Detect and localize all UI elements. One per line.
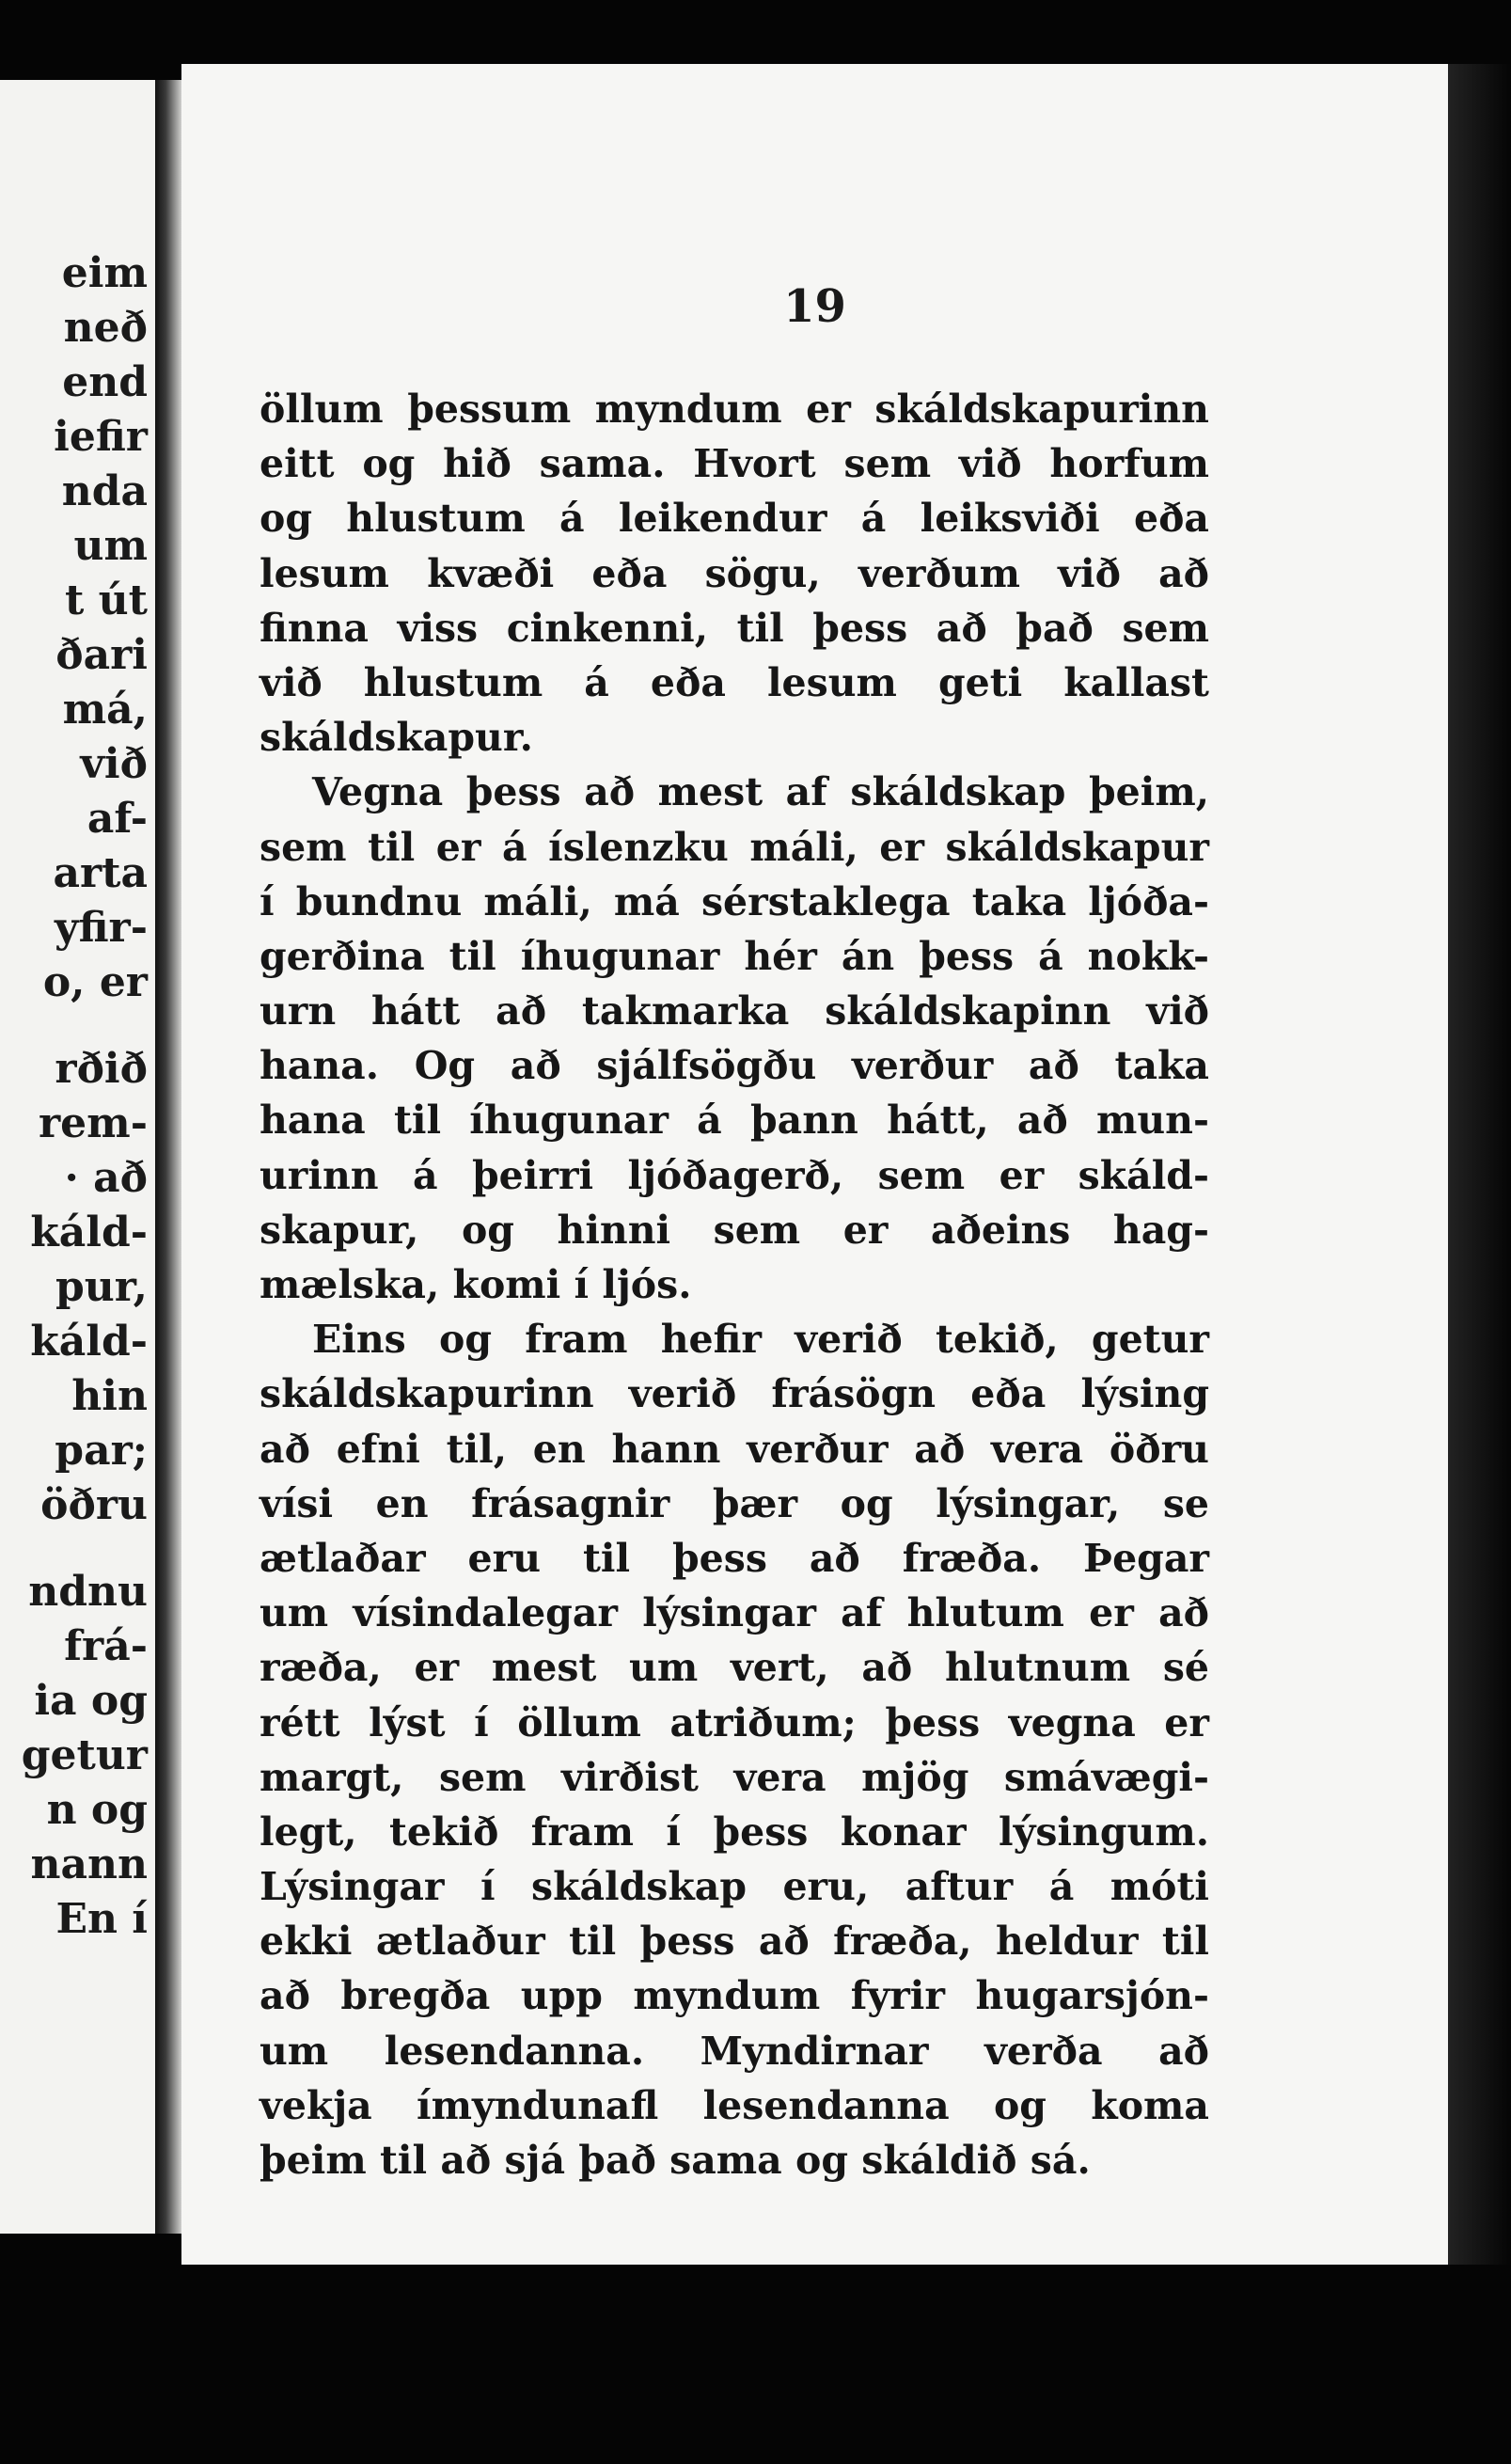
left-page-line: nann [30,1840,148,1888]
text-line: rétt lýst í öllum atriðum; þess vegna er [260,1699,1209,1745]
text-line: um vísindalegar lýsingar af hlutum er að [260,1590,1209,1636]
left-page-line: af- [87,795,148,843]
left-page-line: getur [21,1731,148,1779]
left-page-fragment [0,80,155,2234]
left-page-line: hin [71,1372,148,1420]
text-line: öllum þessum myndum er skáldskapurinn [260,387,1209,432]
text-line: vísi en frásagnir þær og lýsingar, se [260,1480,1209,1526]
left-page-line: par; [55,1427,148,1475]
left-page-line: rem- [39,1099,148,1147]
book-gutter [155,80,181,2234]
left-page-line: nda [61,467,148,515]
text-line: að bregða upp myndum fyrir hugarsjón- [260,1973,1209,2019]
left-page-line: káld- [30,1318,148,1366]
text-line: Eins og fram hefir verið tekið, getur [312,1317,1209,1363]
text-line: sem til er á íslenzku máli, er skáldskapur [260,824,1209,870]
right-page [181,64,1448,2265]
left-page-line: um [73,522,148,570]
body-text [260,382,1209,2188]
left-page-line: iefir [54,413,148,461]
text-line: um lesendanna. Myndirnar verða að [260,2028,1209,2074]
left-page-line: pur, [55,1263,148,1311]
text-line: legt, tekið fram í þess konar lýsingum. [260,1809,1209,1855]
left-page-line: káld- [30,1208,148,1256]
left-page-line: n og [46,1786,148,1834]
left-page-line: En í [55,1895,148,1943]
text-line: Lýsingar í skáldskap eru, aftur á móti [260,1864,1209,1910]
left-page-line: o, er [42,958,148,1006]
left-page-line: neð [63,304,148,352]
left-page-line: arta [53,849,148,897]
left-page-line: ia og [34,1677,148,1725]
left-page-line: eim [61,249,148,297]
left-page-line: t út [65,577,148,624]
text-line: lesum kvæði eða sögu, verðum við að [260,550,1209,596]
text-line: gerðina til íhugunar hér án þess á nokk- [260,933,1209,979]
left-page-line: end [62,358,148,406]
left-page-line: ndnu [28,1568,148,1616]
text-line: að efni til, en hann verður að vera öðru [260,1426,1209,1472]
text-line: í bundnu máli, má sérstaklega taka ljóða- [260,878,1209,924]
text-line: og hlustum á leikendur á leiksviði eða [260,496,1209,542]
page-edge-shadow [1448,64,1511,2265]
text-line: Vegna þess að mest af skáldskap þeim, [312,769,1209,815]
left-page-line: ðari [55,631,148,679]
text-line: við hlustum á eða lesum geti kallast [260,659,1209,705]
left-page-line: · að [64,1154,148,1202]
text-line: hana. Og að sjálfsögðu verður að taka [260,1043,1209,1089]
text-line: hana til íhugunar á þann hátt, að mun- [260,1098,1209,1144]
text-line: mælska, komi í ljós. [260,1262,692,1307]
text-line: finna viss cinkenni, til þess að það sem [260,605,1209,651]
text-line: eitt og hið sama. Hvort sem við horfum [260,441,1209,487]
left-page-line: rðið [55,1045,148,1093]
left-page-line: yfir- [55,904,148,952]
left-page-line: má, [62,686,148,734]
text-line: ræða, er mest um vert, að hlutnum sé [260,1645,1209,1691]
page-number: 19 [783,280,846,333]
text-line: skáldskapur. [260,715,533,761]
text-line: ætlaðar eru til þess að fræða. Þegar [260,1535,1209,1581]
text-line: urn hátt að takmarka skáldskapinn við [260,988,1209,1035]
left-page-line: öðru [40,1481,148,1529]
text-line: þeim til að sjá það sama og skáldið sá. [260,2138,1091,2183]
text-line: vekja ímyndunafl lesendanna og koma [260,2082,1209,2128]
text-line: margt, sem virðist vera mjög smávægi- [260,1754,1209,1800]
text-line: skáldskapurinn verið frásögn eða lýsing [260,1371,1209,1417]
left-page-line: frá- [64,1622,148,1670]
text-line: skapur, og hinni sem er aðeins hag- [260,1207,1209,1253]
left-page-line: við [80,740,148,788]
text-line: ekki ætlaður til þess að fræða, heldur til [260,1919,1209,1965]
text-line: urinn á þeirri ljóðagerð, sem er skáld- [260,1152,1209,1198]
